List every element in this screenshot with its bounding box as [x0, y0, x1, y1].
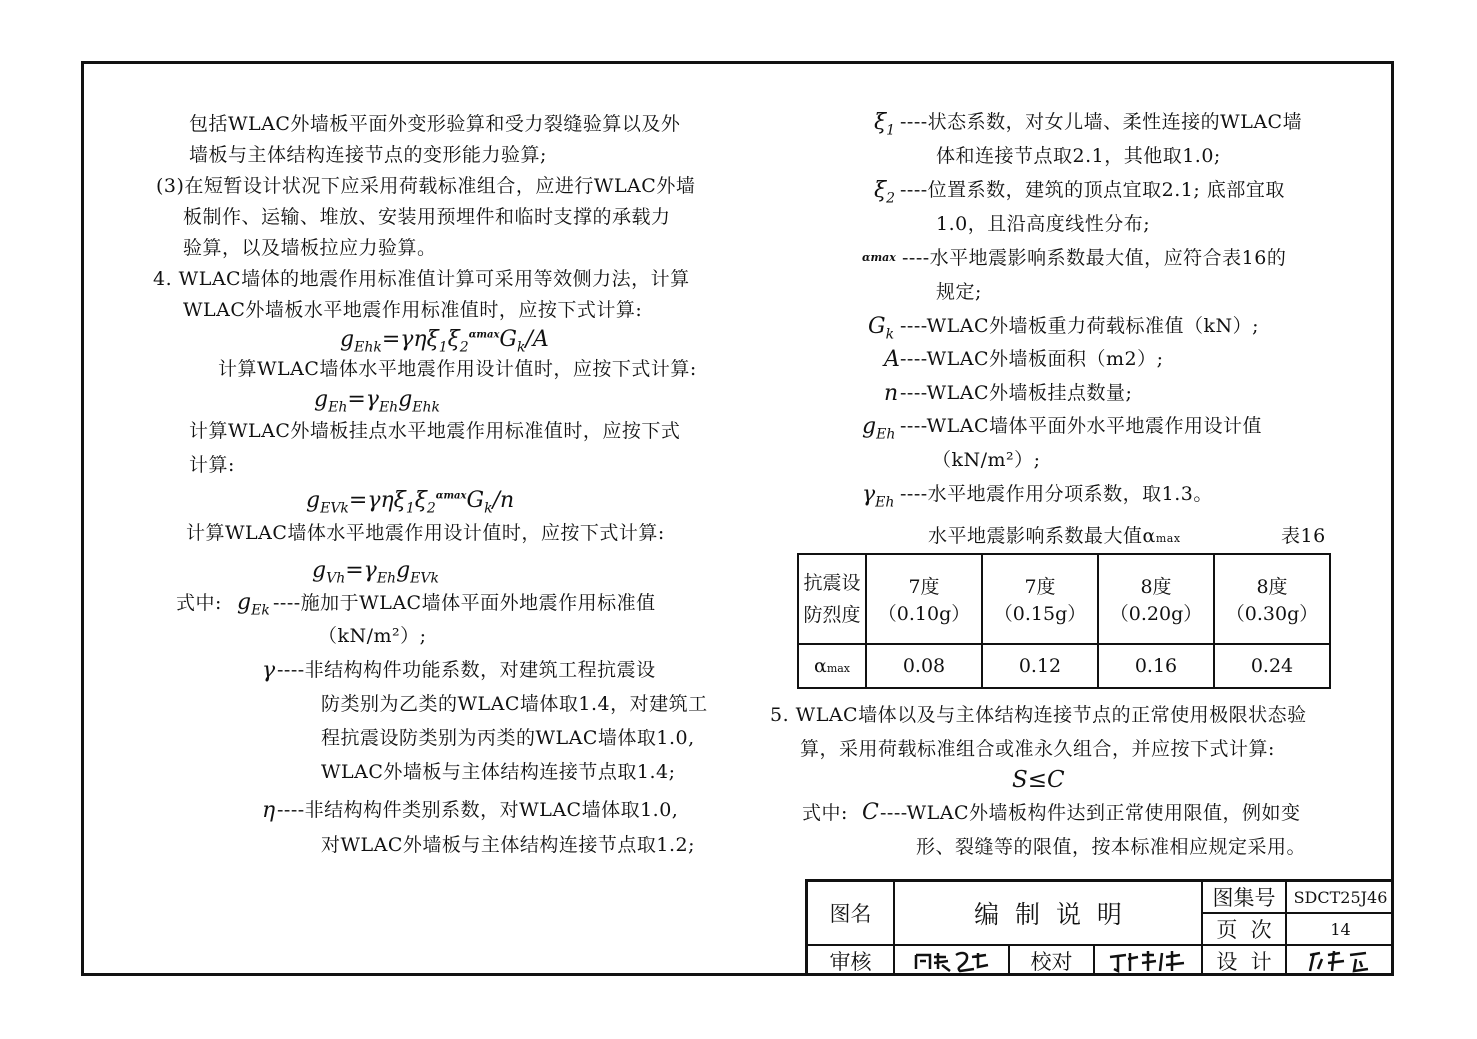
text-line: ----非结构构件类别系数，对WLAC墙体取1.0, [277, 799, 679, 821]
text-line: （kN/m²）; [318, 625, 427, 647]
text-line: ----WLAC外墙板挂点数量; [900, 382, 1133, 404]
table-cell: 0.08 [866, 644, 982, 688]
text-line: 包括WLAC外墙板平面外变形验算和受力裂缝验算以及外 [189, 113, 681, 135]
text-line: ----WLAC外墙板面积（m2）; [900, 348, 1164, 370]
text-line: ----WLAC外墙板构件达到正常使用限值，例如变 [880, 802, 1301, 824]
symbol-A: A [884, 347, 900, 372]
table-cell: 0.24 [1214, 644, 1330, 688]
table-row [798, 554, 1330, 644]
table-caption: 水平地震影响系数最大值αmax [928, 525, 1181, 547]
symbol-gammaEh: $\gamma_{Eh}$ [862, 482, 895, 511]
formula-gEVk: $g_{EVk}=\gamma\eta\xi_1\xi_2^{\alpha max}G_k/n$ [306, 488, 515, 517]
symbol-gamma: γ [262, 658, 276, 683]
design-label: 设 计 [1216, 950, 1272, 974]
table-row-header: 抗震设 防烈度 [798, 554, 866, 644]
text-line: ----非结构构件功能系数，对建筑工程抗震设 [277, 659, 656, 681]
text-line: WLAC外墙板水平地震作用标准值时，应按下式计算: [183, 299, 643, 321]
table-label: 表16 [1281, 525, 1326, 547]
table-cell: 7度（0.15g） [982, 554, 1098, 644]
text-line: ----水平地震影响系数最大值，应符合表16的 [902, 247, 1287, 269]
text-line: 墙板与主体结构连接节点的变形能力验算; [189, 144, 547, 166]
text-line: (3)在短暂设计状况下应采用荷载标准组合，应进行WLAC外墙 [156, 175, 696, 197]
coefficient-table [797, 553, 1331, 689]
text-line: 板制作、运输、堆放、安装用预埋件和临时支撑的承载力 [183, 206, 671, 228]
table-row-header: αmax [798, 644, 866, 688]
symbol-eta: η [262, 798, 276, 823]
text-line: 防类别为乙类的WLAC墙体取1.4，对建筑工 [321, 693, 708, 715]
table-cell: 0.16 [1098, 644, 1214, 688]
drawing-name-label: 图名 [829, 902, 872, 926]
text-line: （kN/m²）; [932, 449, 1041, 471]
text-line: 计算WLAC墙体水平地震作用设计值时，应按下式计算: [186, 522, 665, 544]
text-line: ----施加于WLAC墙体平面外地震作用标准值 [273, 592, 656, 614]
formula-gVh: $g_{Vh}=\gamma_{Eh}g_{EVk}$ [312, 558, 439, 587]
title-block [805, 879, 1394, 976]
check-label: 校对 [1030, 950, 1073, 974]
symbol-gEh: $g_{Eh}$ [862, 414, 896, 443]
text-line: WLAC外墙板与主体结构连接节点取1.4; [321, 761, 676, 783]
symbol-n: n [884, 381, 899, 406]
formula-S-le-C: S≤C [1012, 767, 1065, 793]
table-cell: 7度（0.10g） [866, 554, 982, 644]
symbol-xi1: $\xi_1$ [874, 110, 896, 139]
text-line: 4. WLAC墙体的地震作用标准值计算可采用等效侧力法，计算 [153, 268, 690, 290]
text-line: 计算: [189, 454, 235, 476]
text-line: 规定; [936, 281, 982, 303]
text-line: 式中: [802, 802, 848, 824]
review-label: 审核 [829, 950, 872, 974]
symbol-Gk: $G_k$ [868, 314, 895, 343]
table-row [798, 644, 1330, 688]
page-value: 14 [1330, 919, 1351, 939]
text-line: ----WLAC外墙板重力荷载标准值（kN）; [900, 315, 1260, 337]
text-line: 形、裂缝等的限值，按本标准相应规定采用。 [916, 836, 1307, 858]
formula-gEh: $g_{Eh}=\gamma_{Eh}g_{Ehk}$ [314, 387, 441, 416]
table-cell: 8度（0.20g） [1098, 554, 1214, 644]
text-line: ----WLAC墙体平面外水平地震作用设计值 [900, 415, 1263, 437]
table-cell: 0.12 [982, 644, 1098, 688]
text-line: 对WLAC外墙板与主体结构连接节点取1.2; [321, 834, 696, 856]
text-line: 算，采用荷载标准组合或准永久组合，并应按下式计算: [800, 738, 1275, 760]
check-signature [1095, 946, 1201, 976]
design-signature [1287, 946, 1394, 976]
page-label: 页 次 [1216, 918, 1272, 942]
text-line: 式中: [176, 592, 222, 614]
formula-gEhk: $g_{Ehk}=\gamma\eta\xi_1\xi_2^{\alpha max}G_k/A$ [340, 327, 549, 356]
symbol-xi2: $\xi_2$ [874, 178, 896, 207]
atlas-number-value: SDCT25J46 [1293, 887, 1388, 907]
text-line: ----水平地震作用分项系数，取1.3。 [900, 483, 1213, 505]
text-line: 体和连接节点取2.1，其他取1.0; [936, 145, 1221, 167]
text-line: 计算WLAC外墙板挂点水平地震作用标准值时，应按下式 [189, 420, 681, 442]
atlas-number-label: 图集号 [1212, 886, 1276, 910]
symbol-C: C [862, 800, 879, 825]
table-cell: 8度（0.30g） [1214, 554, 1330, 644]
text-line: 程抗震设防类别为丙类的WLAC墙体取1.0, [321, 727, 695, 749]
text-line: 计算WLAC墙体水平地震作用设计值时，应按下式计算: [218, 358, 697, 380]
symbol-gEk: $g_{Ek}$ [237, 590, 270, 619]
symbol-amax: αmax [862, 251, 896, 264]
text-line: 验算，以及墙板拉应力验算。 [183, 237, 437, 259]
text-line: 1.0，且沿高度线性分布; [936, 213, 1151, 235]
review-signature [895, 946, 1008, 976]
text-line: ----状态系数，对女儿墙、柔性连接的WLAC墙 [900, 111, 1303, 133]
text-line: ----位置系数，建筑的顶点宜取2.1; 底部宜取 [900, 179, 1285, 201]
drawing-name-value: 编 制 说 明 [974, 900, 1122, 929]
text-line: 5. WLAC墙体以及与主体结构连接节点的正常使用极限状态验 [770, 704, 1307, 726]
